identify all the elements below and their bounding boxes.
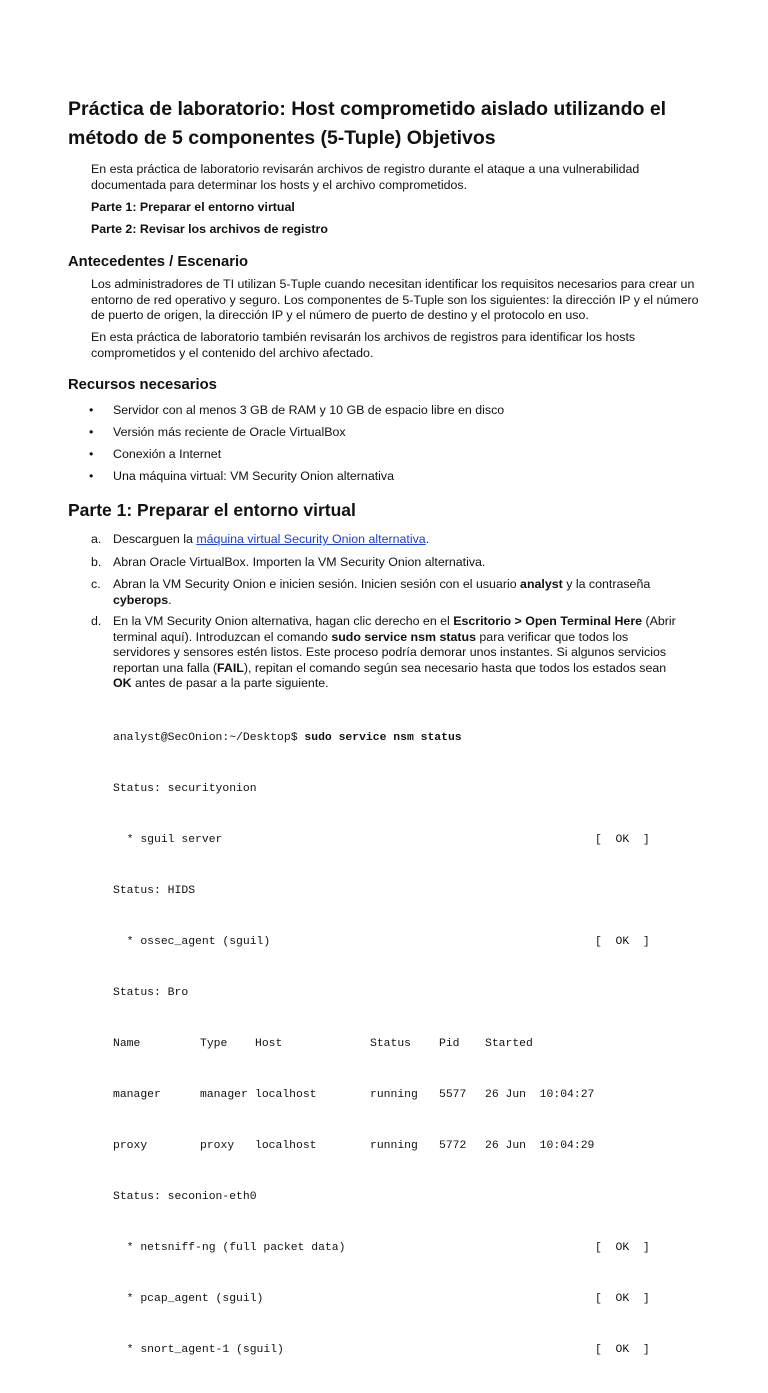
- terminal-line: Status: HIDS: [113, 885, 196, 897]
- terminal-output: [113, 696, 673, 1393]
- ok-status: [ OK ]: [595, 1344, 650, 1356]
- ok-status: [ OK ]: [595, 936, 650, 948]
- objective-part-2: Parte 2: Revisar los archivos de registro: [91, 222, 328, 236]
- objectives-intro: En esta práctica de laboratorio revisarán archivos de registro durante el ataque a una vulnerabilidad documentada para determinar los hosts y el archivo comprometidos.: [91, 162, 640, 192]
- terminal-line: * snort_agent-1 (sguil) [ OK ]: [113, 1342, 673, 1359]
- terminal-line: * sguil server [ OK ]: [113, 832, 673, 849]
- page-title: Práctica de laboratorio: Host comprometido aislado utilizando el método de 5 componentes (5-Tuple) Objetivos: [68, 98, 667, 149]
- terminal-prompt-line: analyst@SecOnion:~/Desktop$ sudo service nsm status: [113, 732, 462, 744]
- background-paragraph-1: Los administradores de TI utilizan 5-Tuple cuando necesitan identificar los requisitos necesarios para crear un entorno de red operativo y seguro. Los componentes de 5-Tuple son los siguientes: la dirección IP y el número de puerto de origen, la dirección IP y el número de puerto de destino y el protocolo en uso.: [91, 277, 699, 322]
- terminal-line: Status: seconion-eth0: [113, 1191, 257, 1203]
- resource-item: • Conexión a Internet: [89, 447, 222, 461]
- terminal-line: Status: securityonion: [113, 783, 257, 795]
- ok-status: [ OK ]: [595, 834, 650, 846]
- terminal-line: * netsniff-ng (full packet data) [ OK ]: [113, 1240, 673, 1257]
- resource-item: • Servidor con al menos 3 GB de RAM y 10 GB de espacio libre en disco: [89, 403, 505, 417]
- bro-table-row: manager manager localhost running 5577 26 Jun 10:04:27: [113, 1089, 595, 1101]
- part1-heading: Parte 1: Preparar el entorno virtual: [68, 500, 356, 520]
- step-a: a. Descarguen la máquina virtual Security Onion alternativa.: [91, 532, 430, 546]
- terminal-line: Status: Bro: [113, 987, 189, 999]
- background-paragraph-2: En esta práctica de laboratorio también revisarán los archivos de registros para identificar los hosts comprometidos y el contenido del archivo afectado.: [91, 330, 636, 360]
- step-d: d. En la VM Security Onion alternativa, hagan clic derecho en el Escritorio > Open Terminal Here (Abrir terminal aquí). Introduzcan el comando sudo service nsm status para verificar que todos los servidores y sensores estén listos. Este proceso podría demorar unos instantes. Si algunos servicios reportan una falla (FAIL), repitan el comando según sea necesario hasta que todos los estados sean OK antes de pasar a la parte siguiente.: [91, 614, 676, 690]
- ok-status: [ OK ]: [595, 1293, 650, 1305]
- step-c: c. Abran la VM Security Onion e inicien sesión. Inicien sesión con el usuario analyst y la contraseña cyberops.: [91, 577, 651, 607]
- terminal-line: * ossec_agent (sguil) [ OK ]: [113, 934, 673, 951]
- bro-table-row: proxy proxy localhost running 5772 26 Jun 10:04:29: [113, 1140, 595, 1152]
- objective-part-1: Parte 1: Preparar el entorno virtual: [91, 200, 295, 214]
- terminal-command: sudo service nsm status: [304, 732, 462, 744]
- step-b: b. Abran Oracle VirtualBox. Importen la VM Security Onion alternativa.: [91, 555, 486, 569]
- security-onion-vm-link[interactable]: máquina virtual Security Onion alternativa: [196, 532, 426, 546]
- background-heading: Antecedentes / Escenario: [68, 254, 249, 270]
- bro-table-header: Name Type Host Status Pid Started: [113, 1038, 533, 1050]
- resource-item: • Versión más reciente de Oracle VirtualBox: [89, 425, 346, 439]
- ok-status: [ OK ]: [595, 1242, 650, 1254]
- resource-item: • Una máquina virtual: VM Security Onion alternativa: [89, 469, 394, 483]
- resources-heading: Recursos necesarios: [68, 377, 217, 393]
- terminal-line: * pcap_agent (sguil) [ OK ]: [113, 1291, 673, 1308]
